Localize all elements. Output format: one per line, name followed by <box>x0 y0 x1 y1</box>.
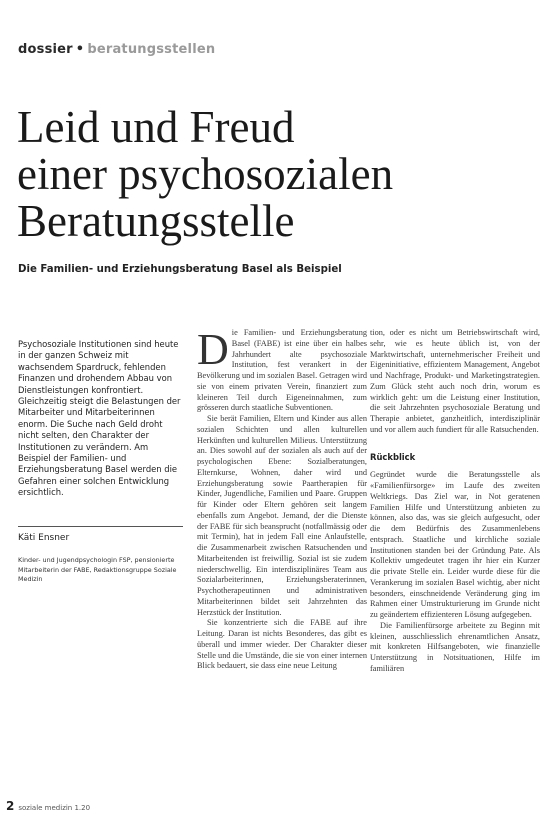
title-line: einer psychosozialen <box>17 149 394 199</box>
author-bio: Kinder- und Jugendpsychologin FSP, pensionierte Mitarbeiterin der FABE, Redaktionsgruppe Soziale Medizin <box>18 556 177 583</box>
body-paragraph: tion, oder es nicht um Betriebswirtschaft wird, sehr, wie es heute üblich ist, von der Marktwirtschaft, unternehmerischer Freiheit und Eigeninitiative, effizientem Management, Angebot und Nachfrage, Produkt- und Marketingstrategien. Zum Glück steht auch noch drin, worum es wirklich geht: um die Leistung einer Institution, die seit Jahrzehnten psychosoziale Beratung und Therapie anbietet, ganzheitlich, interdisziplinär und vor allem auch fundiert für alle Ratsuchenden. <box>370 328 540 434</box>
body-paragraph: Sie berät Familien, Eltern und Kinder aus allen sozialen Schichten und allen kulturellen Herkünften und kulturellen Milieus. Unterstützung an. Dies sowohl auf der sozialen als auch auf der psychologischen Ebene: Sozialberatungen, Elternkurse, Wohnen, daher wird und Erziehungsberatung sowie Paartherapien für Kinder, Jugendliche, Familien und Paare. Gruppen für Kinder oder Eltern gehören seit langem ebenfalls zum Angebot. Jemand, der die Dienste der FABE für sich beansprucht (notfallmässig oder mit Termin), hat in jedem Fall eine Anlaufstelle, die Zusammenarbeit zwischen Ratsuchenden und Mitarbeitenden ist freiwillig. Sozial ist sie zudem niederschwellig. Ein interdisziplinäres Team aus Sozialarbeiterinnen, Erziehungsberaterinnen, Psychotherapeutinnen und administrativen Mitarbeiterinnen bildet seit Jahrzehnten das Herzstück der Institution. <box>197 414 367 617</box>
body-paragraph: Die Familienfürsorge arbeitete zu Beginn mit kleinen, ausschliesslich ehrenamtlichen Ansatz, mit konkreten Hilfsangeboten, wie finanzielle Unterstützung in Notsituationen, Hilfe im familiären <box>370 620 540 673</box>
kicker-primary: dossier <box>18 42 73 57</box>
page-number: 2 <box>6 799 15 813</box>
paragraph-text: ie Familien- und Erziehungsberatung Basel (FABE) ist eine über ein halbes Jahrhundert alte psychosoziale Institution, fest verankert in der Bevölkerung und im sozialen Basel. Getragen wird sie von einem privaten Verein, finanziert zum kleineren Teil durch Eigeneinnahmen, zum grösseren durch staatliche Subventionen. <box>197 328 367 413</box>
section-heading: Rückblick <box>370 451 416 462</box>
author-name: Käti Ensner <box>18 533 70 543</box>
kicker-separator: • <box>75 42 85 57</box>
article-lead: Psychosoziale Institutionen sind heute in der ganzen Schweiz mit wachsendem Spardruck, fehlenden Finanzen und drohendem Abbau von Dienstleistungen konfrontiert. Gleichzeitig steigt die Belastungen der Mitarbeiter und Mitarbeiterinnen enorm. Die Suche nach Geld droht nicht selten, den Charakter der Institutionen zu verändern. Am Beispiel der Familien- und Erziehungsberatung Basel werden die Gefahren einer solchen Entwicklung ersichtlich. <box>18 339 181 498</box>
drop-cap: D <box>197 328 229 374</box>
publication-name: soziale medizin 1.20 <box>18 804 91 812</box>
page-footer <box>6 799 90 813</box>
title-line: Beratungsstelle <box>17 196 295 246</box>
body-column-2 <box>197 328 367 798</box>
body-paragraph <box>197 328 367 414</box>
article-title <box>17 104 537 245</box>
body-column-3 <box>370 328 540 798</box>
dossier-kicker <box>18 42 215 57</box>
article-subtitle: Die Familien- und Erziehungsberatung Basel als Beispiel <box>18 264 342 275</box>
body-paragraph: Gegründet wurde die Beratungsstelle als «Familienfürsorge» im Laufe des zweiten Weltkriegs. Das Ziel war, in Not geratenen Familien Hilfe und Unterstützung anbieten zu können, also das, was sie gleich aufgesucht, oder die dem Bedürfnis des Zusammenlebens entsprach. Staatliche und kirchliche soziale Institutionen standen bei der Gründung Pate. Als Kollektiv umgedeutet tragen ihr hier ein Kurzer die private Stelle ein. Leider wurde diese für die Verankerung im sozialen Basel wichtig, aber nicht besonders, einschneidende Veränderung ging im Rahmen einer Umstrukturierung im Grunde nicht zu geändertem effizienteren Lösung aufgegeben. <box>370 470 540 619</box>
body-paragraph: Sie konzentrierte sich die FABE auf ihre Leitung. Daran ist nichts Besonderes, das gibt es überall und immer wieder. Der Charakter dieser Stelle und die Umstände, die sie von einer internen Blick bedauert, sie dass eine neue Leitung <box>197 618 367 671</box>
author-divider <box>18 526 183 527</box>
kicker-secondary: beratungsstellen <box>87 42 216 57</box>
title-line: Leid und Freud <box>17 102 295 152</box>
